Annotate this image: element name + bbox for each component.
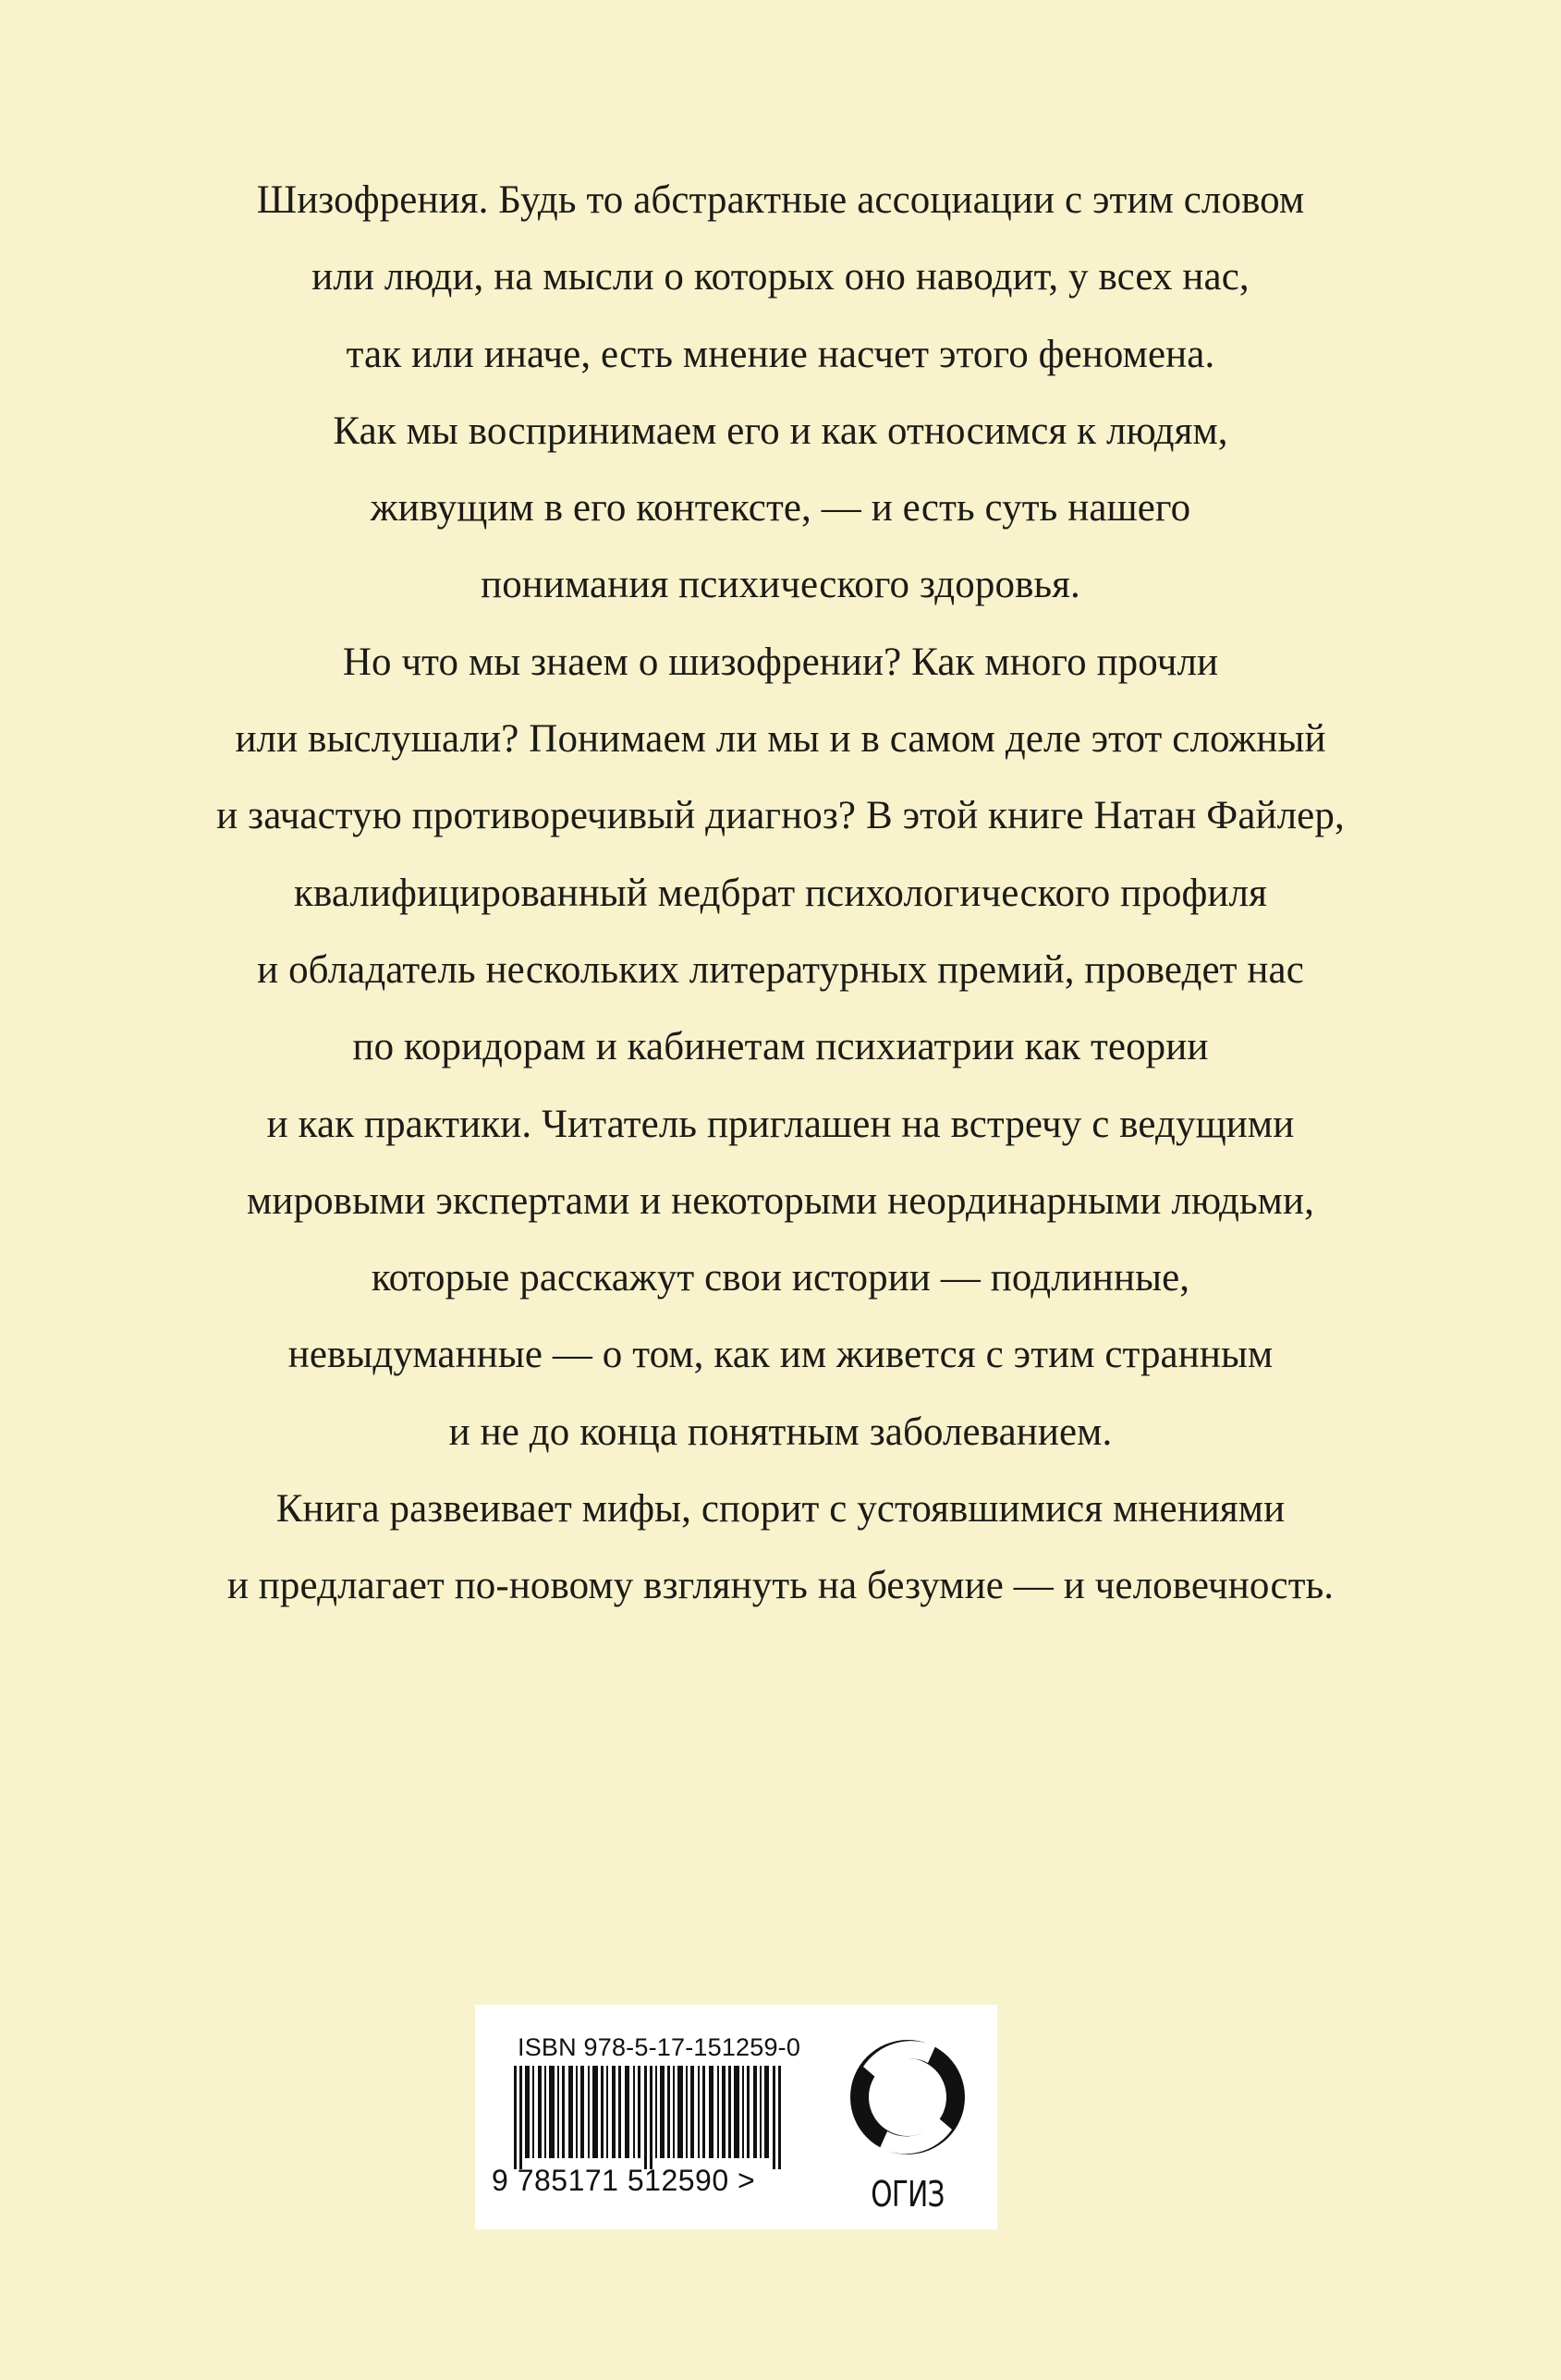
blurb-line: мировыми экспертами и некоторыми неординарными людьми, xyxy=(247,1178,1314,1223)
isbn-panel xyxy=(475,2005,997,2229)
isbn-label: ISBN 978-5-17-151259-0 xyxy=(518,2033,801,2061)
barcode xyxy=(514,2066,791,2169)
back-cover-blurb xyxy=(0,162,1561,1625)
blurb-line: и предлагает по-новому взглянуть на безумие — и человечность. xyxy=(226,1564,1335,1608)
blurb-line: и не до конца понятным заболеванием. xyxy=(448,1410,1113,1454)
blurb-line: квалифицированный медбрат психологического профиля xyxy=(294,871,1267,915)
blurb-line: которые расскажут свои истории — подлинные, xyxy=(371,1256,1190,1300)
barcode-digits: 9 785171 512590 > xyxy=(492,2164,756,2197)
publisher-name: ОГИЗ xyxy=(871,2174,945,2215)
blurb-line: Книга развеивает мифы, спорит с устоявшимися мнениями xyxy=(275,1487,1286,1532)
blurb-line: и обладатель нескольких литературных премий, проведет нас xyxy=(257,947,1304,992)
blurb-line: и зачастую противоречивый диагноз? В этой книге Натан Файлер, xyxy=(216,794,1345,838)
blurb-line: по коридорам и кабинетам психиатрии как теории xyxy=(352,1025,1209,1069)
blurb-line: Но что мы знаем о шизофрении? Как много прочли xyxy=(342,640,1219,684)
blurb-line: невыдуманные — о том, как им живется с этим странным xyxy=(287,1333,1274,1377)
blurb-line: и как практики. Читатель приглашен на встречу с ведущими xyxy=(266,1102,1295,1146)
blurb-line: понимания психического здоровья. xyxy=(481,563,1080,607)
blurb-line: Шизофрения. Будь то абстрактные ассоциации с этим словом xyxy=(256,178,1305,222)
blurb-line: или выслушали? Понимаем ли мы и в самом деле этот сложный xyxy=(235,717,1326,762)
ogiz-circle-logo-icon xyxy=(843,2030,972,2168)
blurb-line: живущим в его контексте, — и есть суть нашего xyxy=(370,486,1191,531)
blurb-line: так или иначе, есть мнение насчет этого феномена. xyxy=(346,332,1215,376)
blurb-line: Как мы воспринимаем его и как относимся к людям, xyxy=(333,409,1228,453)
blurb-line: или люди, на мысли о которых оно наводит, у всех нас, xyxy=(311,255,1250,299)
publisher-logo xyxy=(843,2030,972,2219)
